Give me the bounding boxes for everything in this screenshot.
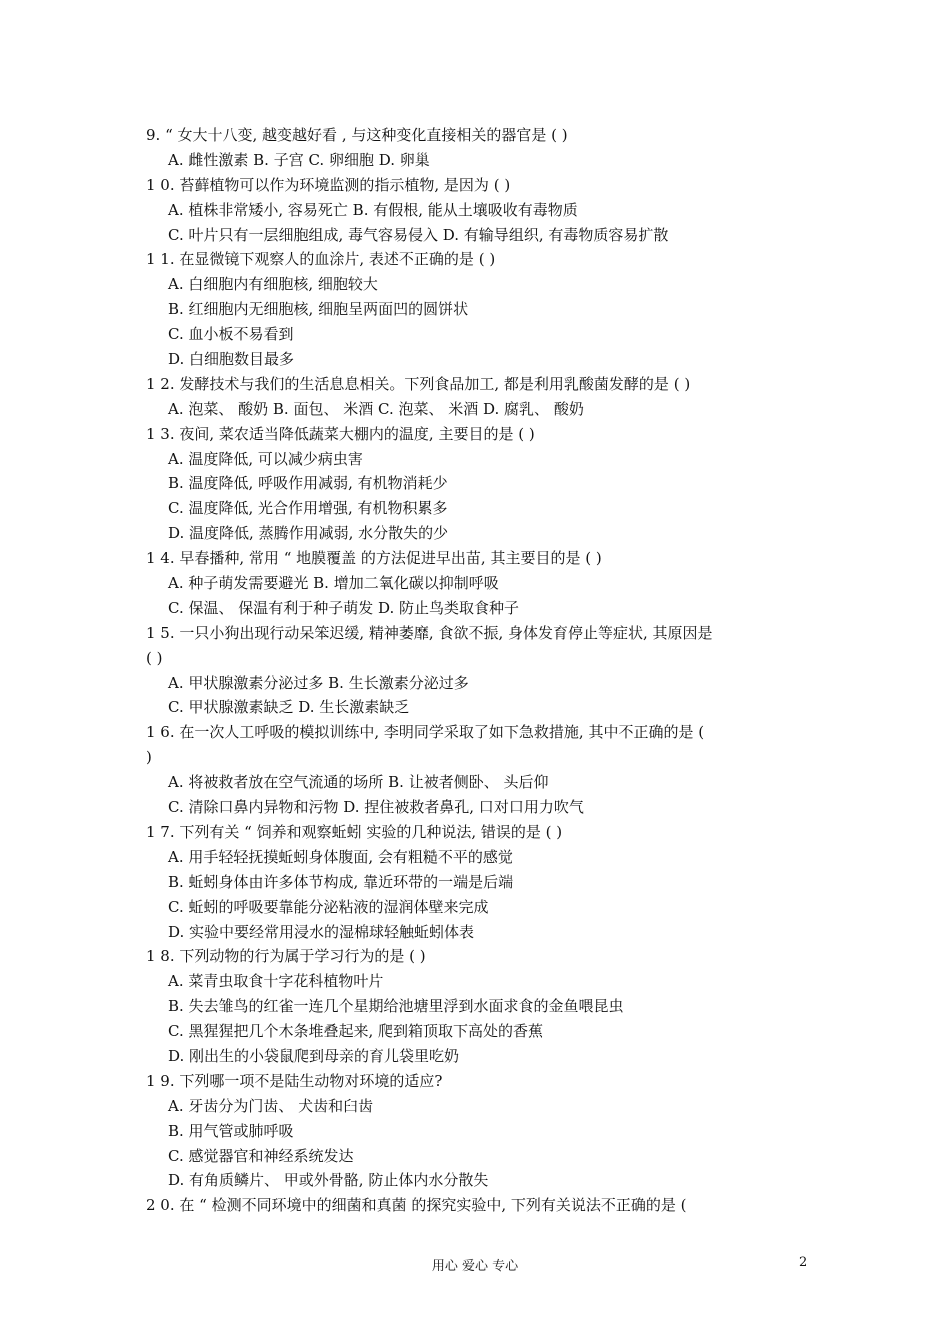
answer-options: A. 种子萌发需要避光 B. 增加二氧化碳以抑制呼吸: [168, 574, 499, 593]
question-text: 2 0. 在 “ 检测不同环境中的细菌和真菌 的探究实验中, 下列有关说法不正确的是 (: [146, 1196, 687, 1215]
answer-options: A. 牙齿分为门齿、 犬齿和臼齿: [168, 1096, 374, 1115]
answer-options: C. 保温、 保温有利于种子萌发 D. 防止鸟类取食种子: [168, 598, 520, 617]
answer-options: B. 用气管或肺呼吸: [168, 1121, 294, 1140]
footer-text: 用心 爱心 专心: [431, 1259, 519, 1274]
answer-options: C. 甲状腺激素缺乏 D. 生长激素缺乏: [168, 698, 410, 717]
answer-options: A. 白细胞内有细胞核, 细胞较大: [168, 275, 378, 294]
answer-options: A. 植株非常矮小, 容易死亡 B. 有假根, 能从土壤吸收有毒物质: [168, 200, 578, 219]
answer-options: B. 蚯蚓身体由许多体节构成, 靠近环带的一端是后端: [168, 872, 514, 891]
answer-options: C. 清除口鼻内异物和污物 D. 捏住被救者鼻孔, 口对口用力吹气: [168, 798, 584, 817]
question-text: 1 5. 一只小狗出现行动呆笨迟缓, 精神萎靡, 食欲不振, 身体发育停止等症状, 其原因是: [146, 623, 713, 642]
question-text: ): [146, 748, 152, 767]
answer-options: C. 蚯蚓的呼吸要靠能分泌粘液的湿润体壁来完成: [168, 897, 489, 916]
question-text: 1 6. 在一次人工呼吸的模拟训练中, 李明同学采取了如下急救措施, 其中不正确的是 (: [146, 723, 705, 742]
answer-options: A. 温度降低, 可以减少病虫害: [168, 449, 363, 468]
question-list: [146, 123, 826, 1218]
answer-options: A. 甲状腺激素分泌过多 B. 生长激素分泌过多: [168, 673, 469, 692]
question-text: 1 1. 在显微镜下观察人的血涂片, 表述不正确的是 ( ): [146, 250, 496, 269]
answer-options: A. 用手轻轻抚摸蚯蚓身体腹面, 会有粗糙不平的感觉: [168, 847, 513, 866]
question-text: 1 4. 早春播种, 常用 “ 地膜覆盖 的方法促进早出苗, 其主要目的是 ( ): [146, 549, 602, 568]
answer-options: B. 红细胞内无细胞核, 细胞呈两面凹的圆饼状: [168, 300, 469, 319]
question-text: ( ): [146, 648, 163, 667]
answer-options: C. 温度降低, 光合作用增强, 有机物积累多: [168, 499, 448, 518]
answer-options: D. 刚出生的小袋鼠爬到母亲的育儿袋里吃奶: [168, 1046, 460, 1065]
question-text: 9. “ 女大十八变, 越变越好看 , 与这种变化直接相关的器官是 ( ): [146, 126, 568, 144]
page-number: 2: [799, 1255, 808, 1270]
answer-options: A. 雌性激素 B. 子宫 C. 卵细胞 D. 卵巢: [168, 150, 430, 169]
question-text: 1 2. 发酵技术与我们的生活息息相关。下列食品加工, 都是利用乳酸菌发酵的是 ( ): [146, 374, 691, 393]
answer-options: A. 泡菜、 酸奶 B. 面包、 米酒 C. 泡菜、 米酒 D. 腐乳、 酸奶: [168, 399, 584, 418]
answer-options: C. 叶片只有一层细胞组成, 毒气容易侵入 D. 有输导组织, 有毒物质容易扩散: [168, 225, 669, 244]
answer-options: B. 失去雏鸟的红雀一连几个星期给池塘里浮到水面求食的金鱼喂昆虫: [168, 997, 624, 1016]
question-text: 1 7. 下列有关 “ 饲养和观察蚯蚓 实验的几种说法, 错误的是 ( ): [146, 822, 563, 841]
question-text: 1 9. 下列哪一项不是陆生动物对环境的适应?: [146, 1071, 443, 1090]
answer-options: A. 将被救者放在空气流通的场所 B. 让被者侧卧、 头后仰: [168, 773, 549, 792]
page-footer: [0, 1255, 950, 1277]
question-text: 1 3. 夜间, 菜农适当降低蔬菜大棚内的温度, 主要目的是 ( ): [146, 424, 535, 443]
answer-options: C. 黑猩猩把几个木条堆叠起来, 爬到箱顶取下高处的香蕉: [168, 1022, 544, 1041]
question-text: 1 0. 苔藓植物可以作为环境监测的指示植物, 是因为 ( ): [146, 175, 511, 194]
answer-options: C. 血小板不易看到: [168, 325, 294, 344]
answer-options: D. 有角质鳞片、 甲或外骨骼, 防止体内水分散失: [168, 1171, 489, 1190]
answer-options: D. 温度降低, 蒸腾作用减弱, 水分散失的少: [168, 524, 449, 543]
answer-options: D. 实验中要经常用浸水的湿棉球轻触蚯蚓体表: [168, 922, 475, 941]
answer-options: A. 菜青虫取食十字花科植物叶片: [168, 972, 384, 991]
question-text: 1 8. 下列动物的行为属于学习行为的是 ( ): [146, 947, 426, 966]
answer-options: D. 白细胞数目最多: [168, 350, 295, 369]
answer-options: B. 温度降低, 呼吸作用减弱, 有机物消耗少: [168, 474, 448, 493]
answer-options: C. 感觉器官和神经系统发达: [168, 1146, 354, 1165]
